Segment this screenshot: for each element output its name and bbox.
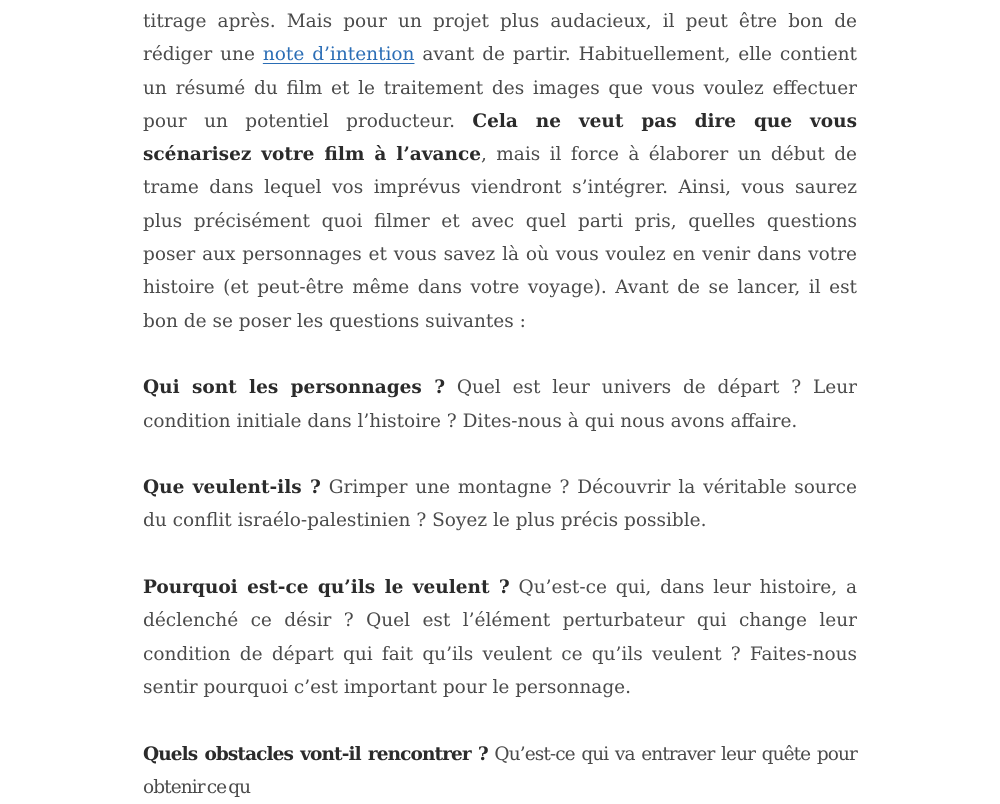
intro-text-3: , mais il force à élaborer un début de trame dans lequel vos imprévus viendront s’intégrer. Ainsi, vous saurez plus précisément quoi filmer et avec quel parti pris, quelles questions poser aux personnages et vous savez là où vous voulez en venir dans votre histoire (et peut-être même dans votre voyage). Avant de se lancer, il est bon de se poser les questions suivantes :: [143, 144, 857, 332]
question-paragraph-why: [143, 571, 857, 704]
intro-text-2: avant de partir. Habituellement, elle contient un résumé du film et le traitement des images que vous voulez effectuer pour un potentiel producteur.: [143, 44, 857, 132]
question-why: Pourquoi est-ce qu’ils le veulent ?: [143, 577, 510, 599]
paragraph-spacer: [143, 438, 857, 471]
intro-bold-text: Cela ne veut pas dire que vous scénarisez votre film à l’avance: [143, 110, 857, 166]
article-body: [143, 5, 857, 804]
answer-wants: Grimper une montagne ? Découvrir la véritable source du conflit israélo-palestinien ? Soyez le plus précis possible.: [143, 477, 857, 532]
question-paragraph-obstacles: [143, 738, 857, 804]
answer-characters: Quel est leur univers de départ ? Leur condition initiale dans l’histoire ? Dites-nous à qui nous avons affaire.: [143, 377, 857, 432]
answer-why: Qu’est-ce qui, dans leur histoire, a déclenché ce désir ? Quel est l’élément perturbateur qui change leur condition de départ qui fait qu’ils veulent ce qu’ils veulent ? Faites-nous sentir pourquoi c’est important pour le personnage.: [143, 577, 857, 698]
intro-paragraph: [143, 5, 857, 338]
paragraph-spacer: [143, 538, 857, 571]
intro-text-1: titrage après. Mais pour un projet plus audacieux, il peut être bon de rédiger une: [143, 11, 857, 66]
question-wants: Que veulent-ils ?: [143, 477, 321, 499]
note-intention-link[interactable]: note d’intention: [262, 44, 415, 66]
question-characters: Qui sont les personnages ?: [143, 377, 446, 399]
question-obstacles: Quels obstacles vont-il rencontrer ?: [143, 743, 488, 765]
answer-obstacles: Qu’est-ce qui va entraver leur quête pour obtenir ce qu: [143, 743, 857, 798]
paragraph-spacer: [143, 338, 857, 371]
question-paragraph-characters: [143, 371, 857, 438]
paragraph-spacer: [143, 704, 857, 737]
question-paragraph-wants: [143, 471, 857, 538]
